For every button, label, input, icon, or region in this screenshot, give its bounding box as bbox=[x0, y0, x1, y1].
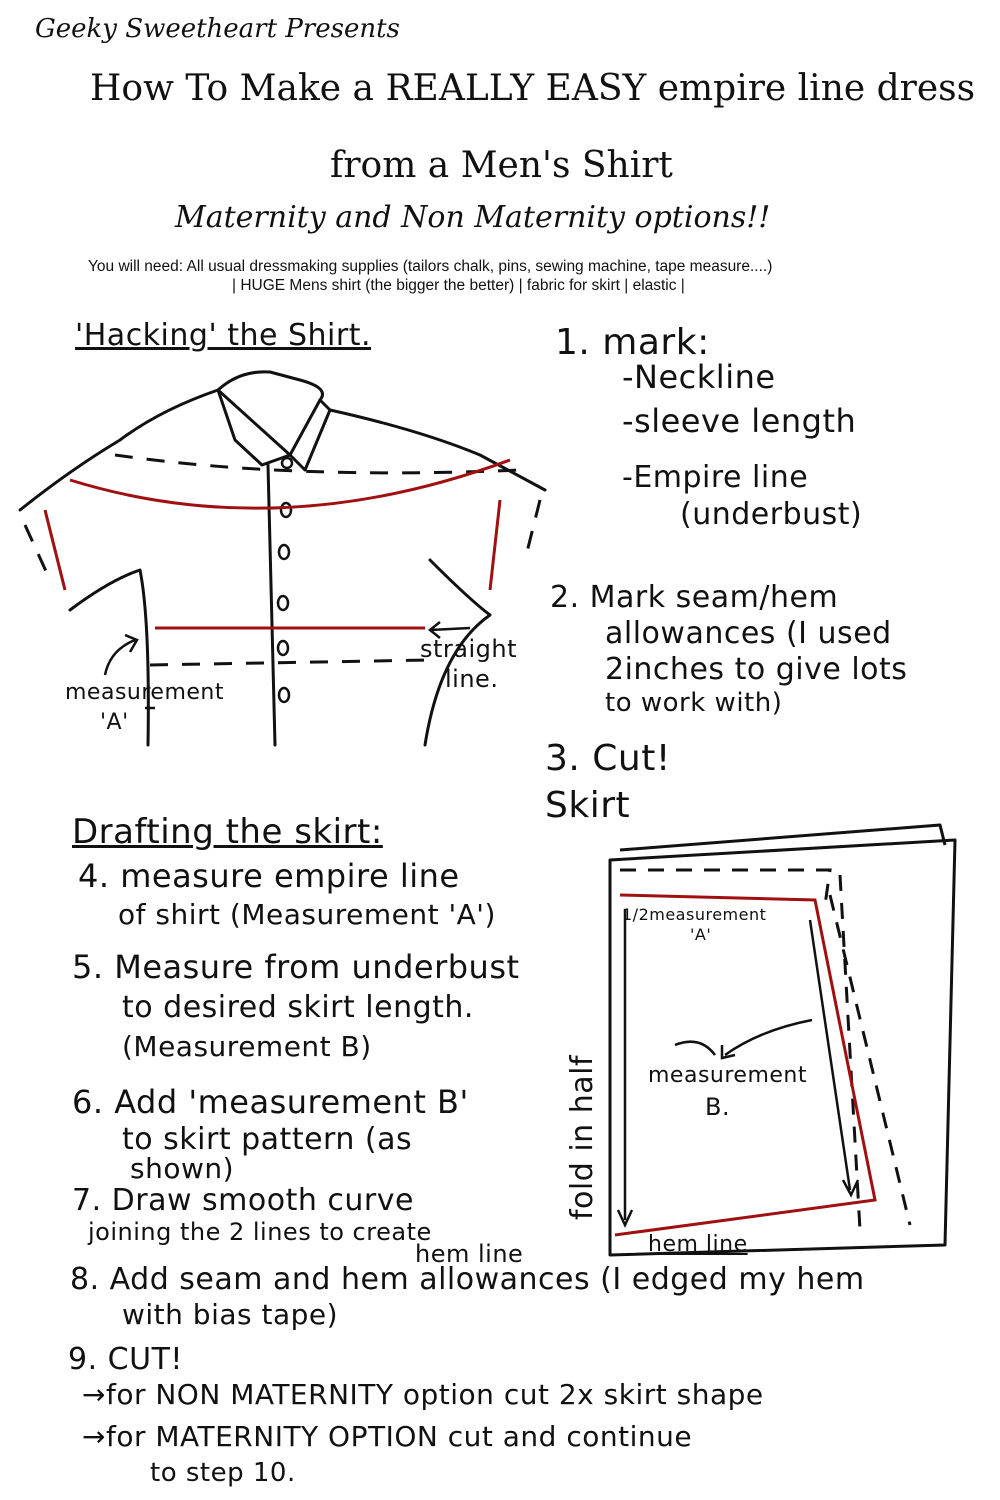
measurement-b-label: measurement bbox=[648, 1063, 807, 1088]
step-6-line-1: 6. Add 'measurement B' bbox=[72, 1083, 469, 1121]
title-line-2: from a Men's Shirt bbox=[330, 145, 673, 186]
skirt-heading: Skirt bbox=[545, 785, 631, 826]
step-6-line-3: shown) bbox=[130, 1152, 235, 1185]
step-1-heading: 1. mark: bbox=[555, 322, 710, 363]
step-9-line-1: 9. CUT! bbox=[68, 1342, 183, 1377]
step-9-line-4: to step 10. bbox=[150, 1458, 296, 1488]
supplies-line-1: You will need: All usual dressmaking supplies (tailors chalk, pins, sewing machine, tape measure....) bbox=[88, 258, 773, 275]
half-measurement-a-label: 'A' bbox=[690, 925, 712, 944]
step-2-line-1: 2. Mark seam/hem bbox=[550, 580, 839, 615]
step-8-line-2: with bias tape) bbox=[122, 1298, 339, 1331]
step-2-line-2: allowances (I used bbox=[605, 616, 892, 651]
measurement-label: measurement bbox=[65, 680, 224, 705]
measurement-a-label: 'A' bbox=[100, 710, 129, 735]
fold-in-half-label: fold in half bbox=[565, 1054, 601, 1221]
step-6-line-2: to skirt pattern (as bbox=[122, 1122, 413, 1157]
step-1-item-sleeve: -sleeve length bbox=[622, 402, 857, 440]
subtitle: Maternity and Non Maternity options!! bbox=[175, 200, 771, 235]
step-4-line-2: of shirt (Measurement 'A') bbox=[118, 898, 496, 931]
step-2-line-4: to work with) bbox=[605, 688, 783, 718]
supplies-line-2: | HUGE Mens shirt (the bigger the better) | fabric for skirt | elastic | bbox=[232, 277, 685, 294]
b-label: B. bbox=[705, 1093, 731, 1121]
half-measurement-label: 1/2measurement bbox=[622, 905, 767, 924]
line-label: line. bbox=[445, 665, 499, 693]
step-2-line-3: 2inches to give lots bbox=[605, 652, 908, 687]
step-5-line-2: to desired skirt length. bbox=[122, 990, 474, 1025]
step-5-line-3: (Measurement B) bbox=[122, 1030, 372, 1063]
straight-label: straight bbox=[420, 635, 518, 663]
step-9-line-3: →for MATERNITY OPTION cut and continue bbox=[82, 1420, 693, 1453]
step-1-item-empire: -Empire line bbox=[622, 460, 809, 495]
step-7-line-3: hem line bbox=[415, 1240, 524, 1268]
shirt-section-heading: 'Hacking' the Shirt. bbox=[75, 318, 372, 353]
presenter-text: Geeky Sweetheart Presents bbox=[35, 14, 400, 44]
step-8-line-1: 8. Add seam and hem allowances (I edged my hem bbox=[70, 1262, 865, 1297]
drafting-heading: Drafting the skirt: bbox=[72, 812, 383, 852]
step-4-line-1: 4. measure empire line bbox=[78, 857, 460, 895]
step-1-item-neckline: -Neckline bbox=[622, 358, 776, 396]
step-1-item-underbust: (underbust) bbox=[680, 497, 863, 532]
step-7-line-2: joining the 2 lines to create bbox=[88, 1218, 432, 1246]
hem-line-label: hem line bbox=[648, 1232, 748, 1257]
step-5-line-1: 5. Measure from underbust bbox=[72, 948, 520, 986]
step-7-line-1: 7. Draw smooth curve bbox=[72, 1183, 414, 1218]
title-line-1: How To Make a REALLY EASY empire line dress bbox=[90, 68, 976, 109]
step-3-cut: 3. Cut! bbox=[545, 738, 671, 779]
step-9-line-2: →for NON MATERNITY option cut 2x skirt shape bbox=[82, 1378, 764, 1411]
